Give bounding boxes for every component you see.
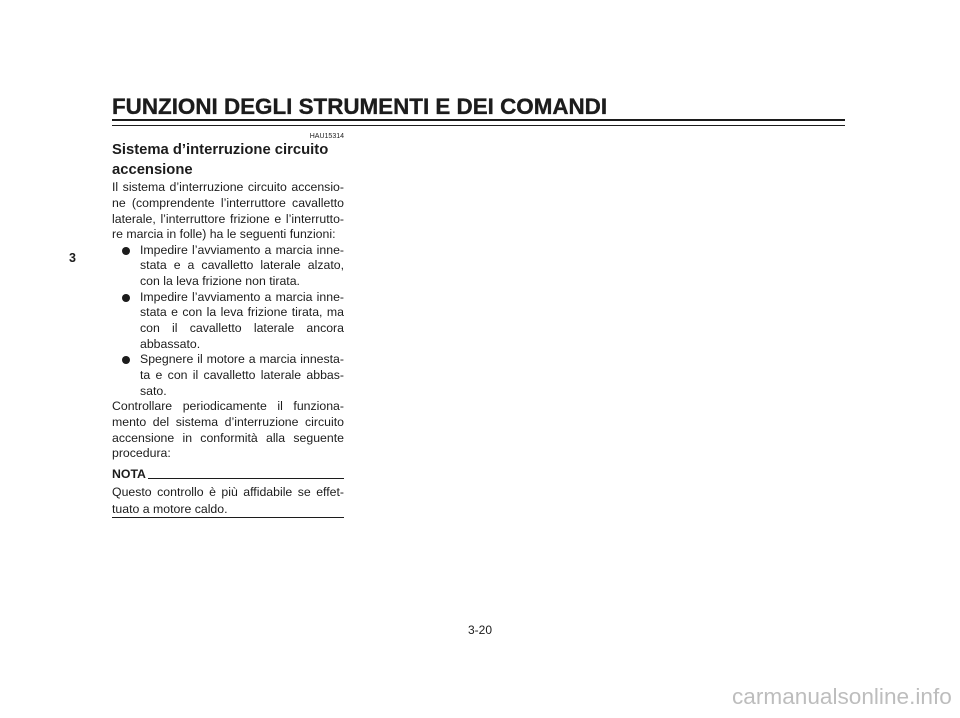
list-item-line: abbassato. xyxy=(140,336,201,351)
note-body xyxy=(112,484,344,517)
list-item-line: stata e a cavalletto laterale alzato, xyxy=(140,258,344,273)
bullet-icon xyxy=(122,247,130,255)
bullet-icon xyxy=(122,356,130,364)
note-line: Questo controllo è più affidabile se effet- xyxy=(112,485,344,500)
section-heading xyxy=(112,141,352,180)
body-line: procedura: xyxy=(112,446,171,461)
list-item-line: ta e con il cavalletto laterale abbas- xyxy=(140,368,344,383)
body-line: laterale, l’interruttore frizione e l’interrutto- xyxy=(112,211,344,226)
list-item-line: stata e con la leva frizione tirata, ma xyxy=(140,305,344,320)
note-rule xyxy=(148,478,344,479)
section-body xyxy=(112,180,344,462)
watermark: carmanualsonline.info xyxy=(732,684,952,709)
list-item-line: con la leva frizione non tirata. xyxy=(140,274,300,289)
list-item-line: sato. xyxy=(140,383,167,398)
list-item xyxy=(112,352,344,399)
list-item-line: con il cavalletto laterale ancora xyxy=(140,321,344,336)
page-title: FUNZIONI DEGLI STRUMENTI E DEI COMANDI xyxy=(112,94,608,119)
body-line: accensione in conformità alla seguente xyxy=(112,430,344,445)
section-code: HAU15314 xyxy=(309,133,344,140)
list-item-line: Impedire l’avviamento a marcia inne- xyxy=(140,242,344,257)
body-line: re marcia in folle) ha le seguenti funzioni: xyxy=(112,227,336,242)
body-line: Il sistema d’interruzione circuito accensio- xyxy=(112,180,344,195)
section-heading-line: Sistema d’interruzione circuito xyxy=(112,142,329,159)
list-item-line: Spegnere il motore a marcia innesta- xyxy=(140,352,344,367)
note-line: tuato a motore caldo. xyxy=(112,501,228,516)
page-number: 3-20 xyxy=(467,623,493,637)
note-label: NOTA xyxy=(112,466,146,481)
note-end-rule xyxy=(112,517,344,518)
bullet-icon xyxy=(122,294,130,302)
chapter-tab: 3 xyxy=(69,251,76,265)
title-double-rule xyxy=(112,119,845,126)
body-line: Controllare periodicamente il funziona- xyxy=(112,399,344,414)
body-line: mento del sistema d’interruzione circuito xyxy=(112,415,344,430)
section-heading-line: accensione xyxy=(112,161,193,178)
list-item-line: Impedire l’avviamento a marcia inne- xyxy=(140,289,344,304)
body-line: ne (comprendente l’interruttore cavalletto xyxy=(112,195,344,210)
list-item xyxy=(112,243,344,290)
list-item xyxy=(112,290,344,353)
closing-paragraph xyxy=(112,399,344,462)
intro-paragraph xyxy=(112,180,344,243)
